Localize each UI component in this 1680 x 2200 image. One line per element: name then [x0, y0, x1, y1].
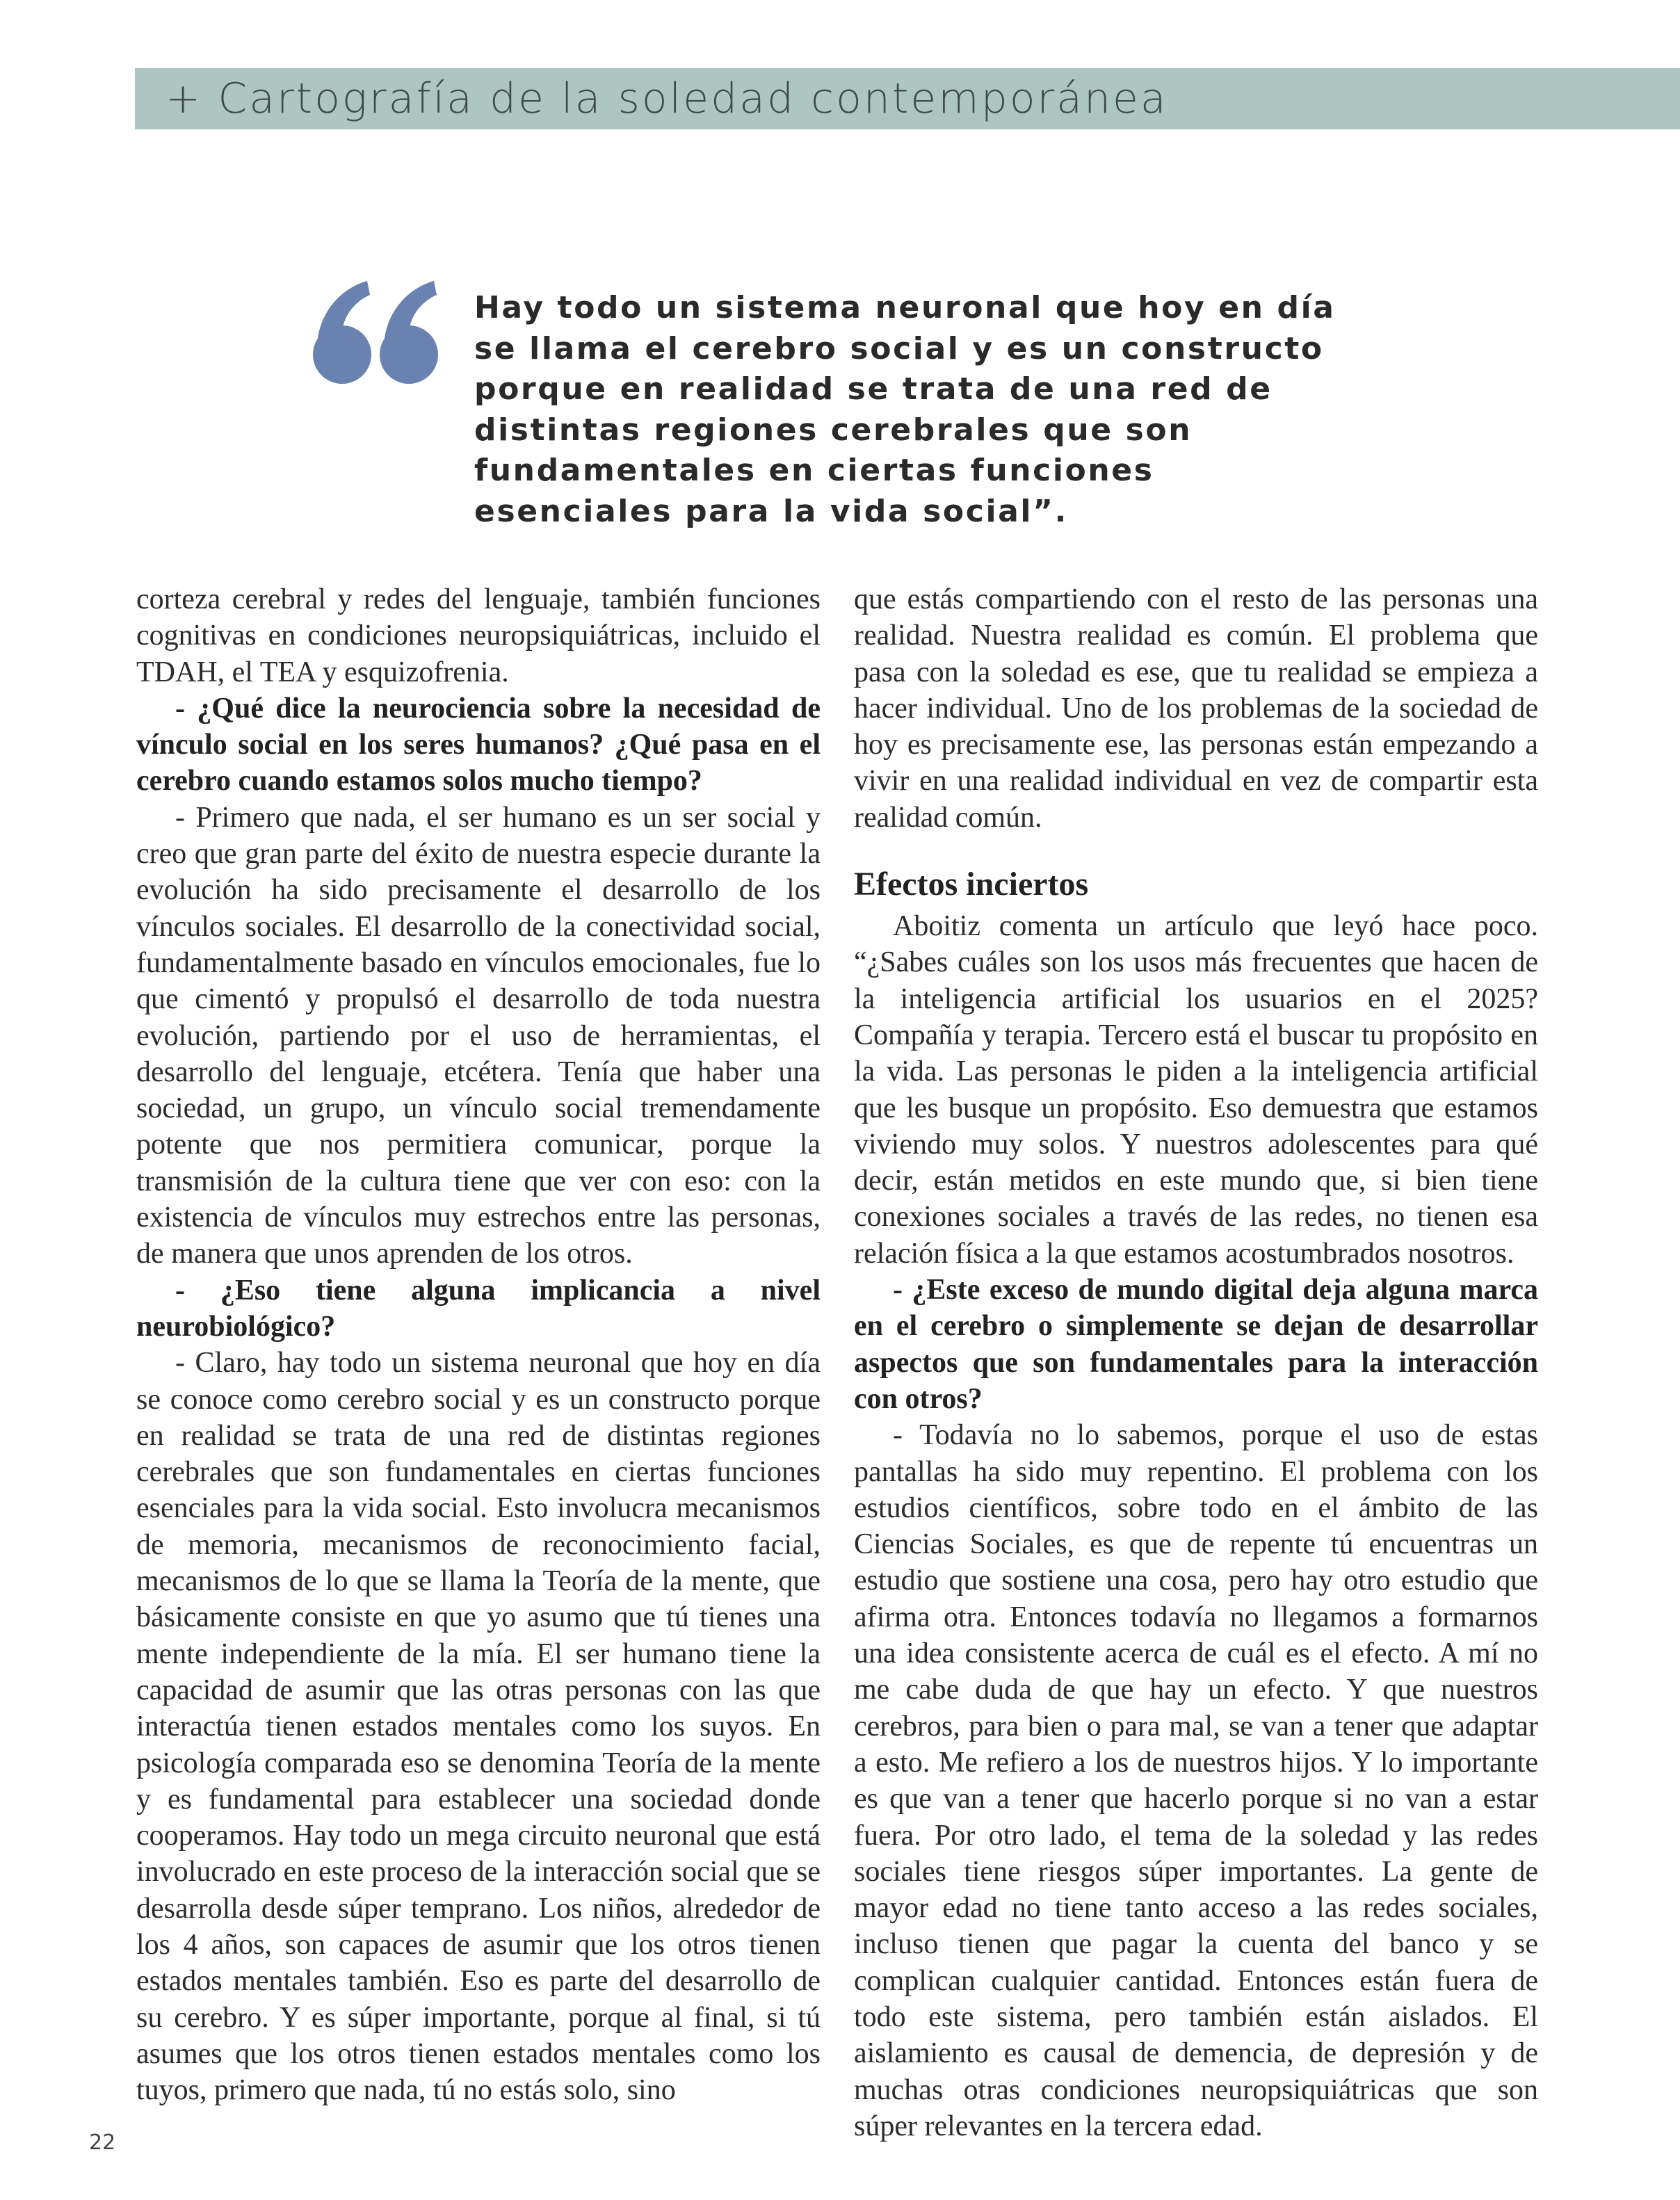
section-banner — [135, 68, 1680, 129]
interview-question: - ¿Qué dice la neurociencia sobre la necesidad de vínculo social en los seres humanos? ¿Qué pasa en el cerebro cuando estamos solos mucho tiempo? — [136, 692, 821, 798]
interview-answer: - Todavía no lo sabemos, porque el uso de estas pantallas ha sido muy repentino. El problema con los estudios científicos, sobre todo en el ámbito de las Ciencias Sociales, es que de repente tú encuentras un estudio que sostiene una cosa, pero hay otro estudio que afirma otra. Entonces todavía no llegamos a formarnos una idea consistente acerca de cuál es el efecto. A mí no me cabe duda de que hay un efecto. Y que nuestros cerebros, para bien o para mal, se van a tener que adaptar a esto. Me refiero a los de nuestros hijos. Y lo importante es que van a tener que hacerlo porque si no van a estar fuera. Por otro lado, el tema de la soledad y las redes sociales tiene riesgos súper importantes. La gente de mayor edad no tiene tanto acceso a las redes sociales, incluso tienen que pagar la cuenta del banco y se complican cualquier cantidad. Entonces están fuera de todo este sistema, pero también están aislados. El aislamiento es causal de demencia, de depresión y de muchas otras condiciones neuropsiquiátricas que son súper relevantes en la tercera edad. — [854, 1419, 1538, 2142]
section-heading: Efectos inciertos — [854, 866, 1089, 903]
section-title: + Cartografía de la soledad contemporánea — [165, 74, 1168, 123]
interview-answer: - Primero que nada, el ser humano es un ser social y creo que gran parte del éxito de nuestra especie durante la evolución ha sido precisamente el desarrollo de los vínculos sociales. El desarrollo de la conectividad social, fundamentalmente basado en vínculos emocionales, fue lo que cimentó y propulsó el desarrollo de toda nuestra evolución, partiendo por el uso de herramientas, el desarrollo del lenguaje, etcétera. Tenía que haber una sociedad, un grupo, un vínculo social tremendamente potente que nos permitiera comunicar, porque la transmisión de la cultura tiene que ver con eso: con la existencia de vínculos muy estrechos entre las personas, de manera que unos aprenden de los otros. — [136, 801, 821, 1270]
body-paragraph: corteza cerebral y redes del lenguaje, también funciones cognitivas en condiciones neuropsiquiátricas, incluido el TDAH, el TEA y esquizofrenia. — [136, 583, 821, 688]
interview-question: - ¿Eso tiene alguna implicancia a nivel neurobiológico? — [136, 1274, 821, 1343]
interview-question: - ¿Este exceso de mundo digital deja alguna marca en el cerebro o simplemente se dejan de desarrollar aspectos que son fundamentales para la interacción con otros? — [854, 1274, 1538, 1415]
left-column — [136, 581, 821, 2108]
pull-quote-text: Hay todo un sistema neuronal que hoy en día se llama el cerebro social y es un constructo porque en realidad se trata de una red de distintas regiones cerebrales que son fundamentales en ciertas funciones esenciales para la vida social”. — [474, 290, 1336, 529]
quote-mark-icon — [306, 264, 445, 403]
right-column — [854, 581, 1538, 2144]
body-paragraph: Aboitiz comenta un artículo que leyó hace poco. “¿Sabes cuáles son los usos más frecuentes que hacen de la inteligencia artificial los usuarios en el 2025? Compañía y terapia. Tercero está el buscar tu propósito en la vida. Las personas le piden a la inteligencia artificial que les busque un propósito. Eso demuestra que estamos viviendo muy solos. Y nuestros adolescentes para qué decir, están metidos en este mundo que, si bien tiene conexiones sociales a través de las redes, no tienen esa relación física a la que estamos acostumbrados nosotros. — [854, 910, 1538, 1270]
interview-answer: - Claro, hay todo un sistema neuronal que hoy en día se conoce como cerebro social y es un constructo porque en realidad se trata de una red de distintas regiones cerebrales que son fundamentales en ciertas funciones esenciales para la vida social. Esto involucra mecanismos de memoria, mecanismos de reconocimiento facial, mecanismos de lo que se llama la Teoría de la mente, que básicamente consiste en que yo asumo que tú tienes una mente independiente de la mía. El ser humano tiene la capacidad de asumir que las otras personas con las que interactúa tienen estados mentales como los suyos. En psicología comparada eso se denomina Teoría de la mente y es fundamental para establecer una sociedad donde cooperamos. Hay todo un mega circuito neuronal que está involucrado en este proceso de la interacción social que se desarrolla desde súper temprano. Los niños, alrededor de los 4 años, son capaces de asumir que los otros tienen estados mentales también. Eso es parte del desarrollo de su cerebro. Y es súper importante, porque al final, si tú asumes que los otros tienen estados mentales como los tuyos, primero que nada, tú no estás solo, sino — [136, 1347, 821, 2107]
body-paragraph: que estás compartiendo con el resto de las personas una realidad. Nuestra realidad es común. El problema que pasa con la soledad es ese, que tu realidad se empieza a hacer individual. Uno de los problemas de la sociedad de hoy es precisamente ese, las personas están empezando a vivir en una realidad individual en vez de compartir esta realidad común. — [854, 583, 1538, 834]
page-number: 22 — [89, 2130, 116, 2155]
